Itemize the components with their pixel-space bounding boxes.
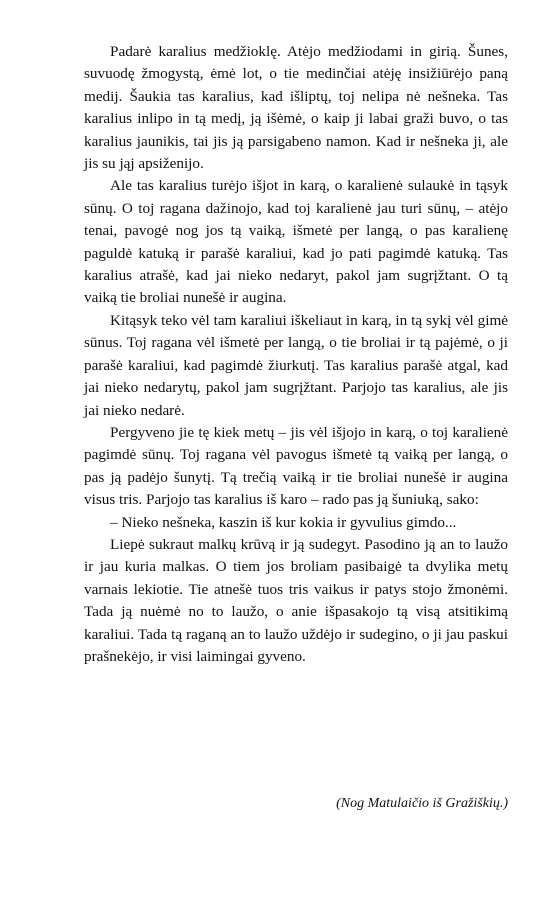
paragraph-4: Pergyveno jie tę kiek metų – jis vėl išjojo in karą, o toj karalienė pagimdė sūnų. Toj ragana vėl pavogus išmetė tą vaiką per langą, o pas ją padėjo šunytį. Tą trečią vaiką ir tie broliai nunešė ir augina visus tris. Parjojo tas karalius iš karo – rado pas ją šuniuką, sako: [84, 423, 508, 509]
paragraph-6: Liepė sukraut malkų krūvą ir ją sudegyt. Pasodino ją an to laužo ir jau kuria malkas. O tiem jos broliam pasibaigė ta dvylika metų varnais lekiotie. Tie atnešė tuos tris vaikus ir patys stojo žmonėmi. Tada ją nuėmė no to laužo, o anie išpasakojo tą visą atsitikimą karaliui. Tada tą raganą an to laužo uždėjo ir sudegino, o ji jau paskui prašnekėjo, ir visi laimingai gyveno. [84, 535, 508, 665]
paragraph-2: Ale tas karalius turėjo išjot in karą, o karalienė sulaukė in tąsyk sūnų. O toj ragana dažinojo, kad toj karalienė jau turi sūnų, – atėjo tenai, pavogė nog jos tą vaiką, išmetė per langą, o pas karalienę paguldė katuką ir parašė karaliui, kad jo pati pagimdė katuką. Tas karalius atrašė, kad jai nieko nedaryt, pakol jam sugrįžtant. O tą vaiką tie broliai nunešė ir augina. [84, 177, 508, 307]
paragraph-1: Padarė karalius medžioklę. Atėjo medžiodami in girią. Šunes, suvuodę žmogystą, ėmė lot, o tie medinčiai atėję insižiūrėjo paną medij. Šaukia tas karalius, kad išliptų, toj nelipa nė nešneka. Tas karalius inlipo in tą medį, ją išėmė, o kaip ji labai graži buvo, o tas karalius jaunikis, tai jis ją parsigabeno namon. Kad ir nešneka ji, ale jis su jąj apsiženijo. [84, 43, 508, 173]
paragraph-5-dialogue: – Nieko nešneka, kaszin iš kur kokia ir gyvulius gimdo... [110, 513, 457, 531]
source-attribution: (Nog Matulaičio iš Gražiškių.) [336, 796, 508, 811]
paragraph-3: Kitąsyk teko vėl tam karaliui iškeliaut in karą, in tą sykį vėl gimė sūnus. Toj ragana vėl išmetė per langą, o tie broliai ir tą pajėmė, o ji parašė karaliui, kad pagimdė žiurkutį. Tas karalius parašė atgal, kad jai nieko nedarytų, pakol jam sugrįžtant. Parjojo tas karalius, ale jis jai nieko nedarė. [84, 311, 508, 419]
story-text [84, 41, 508, 668]
